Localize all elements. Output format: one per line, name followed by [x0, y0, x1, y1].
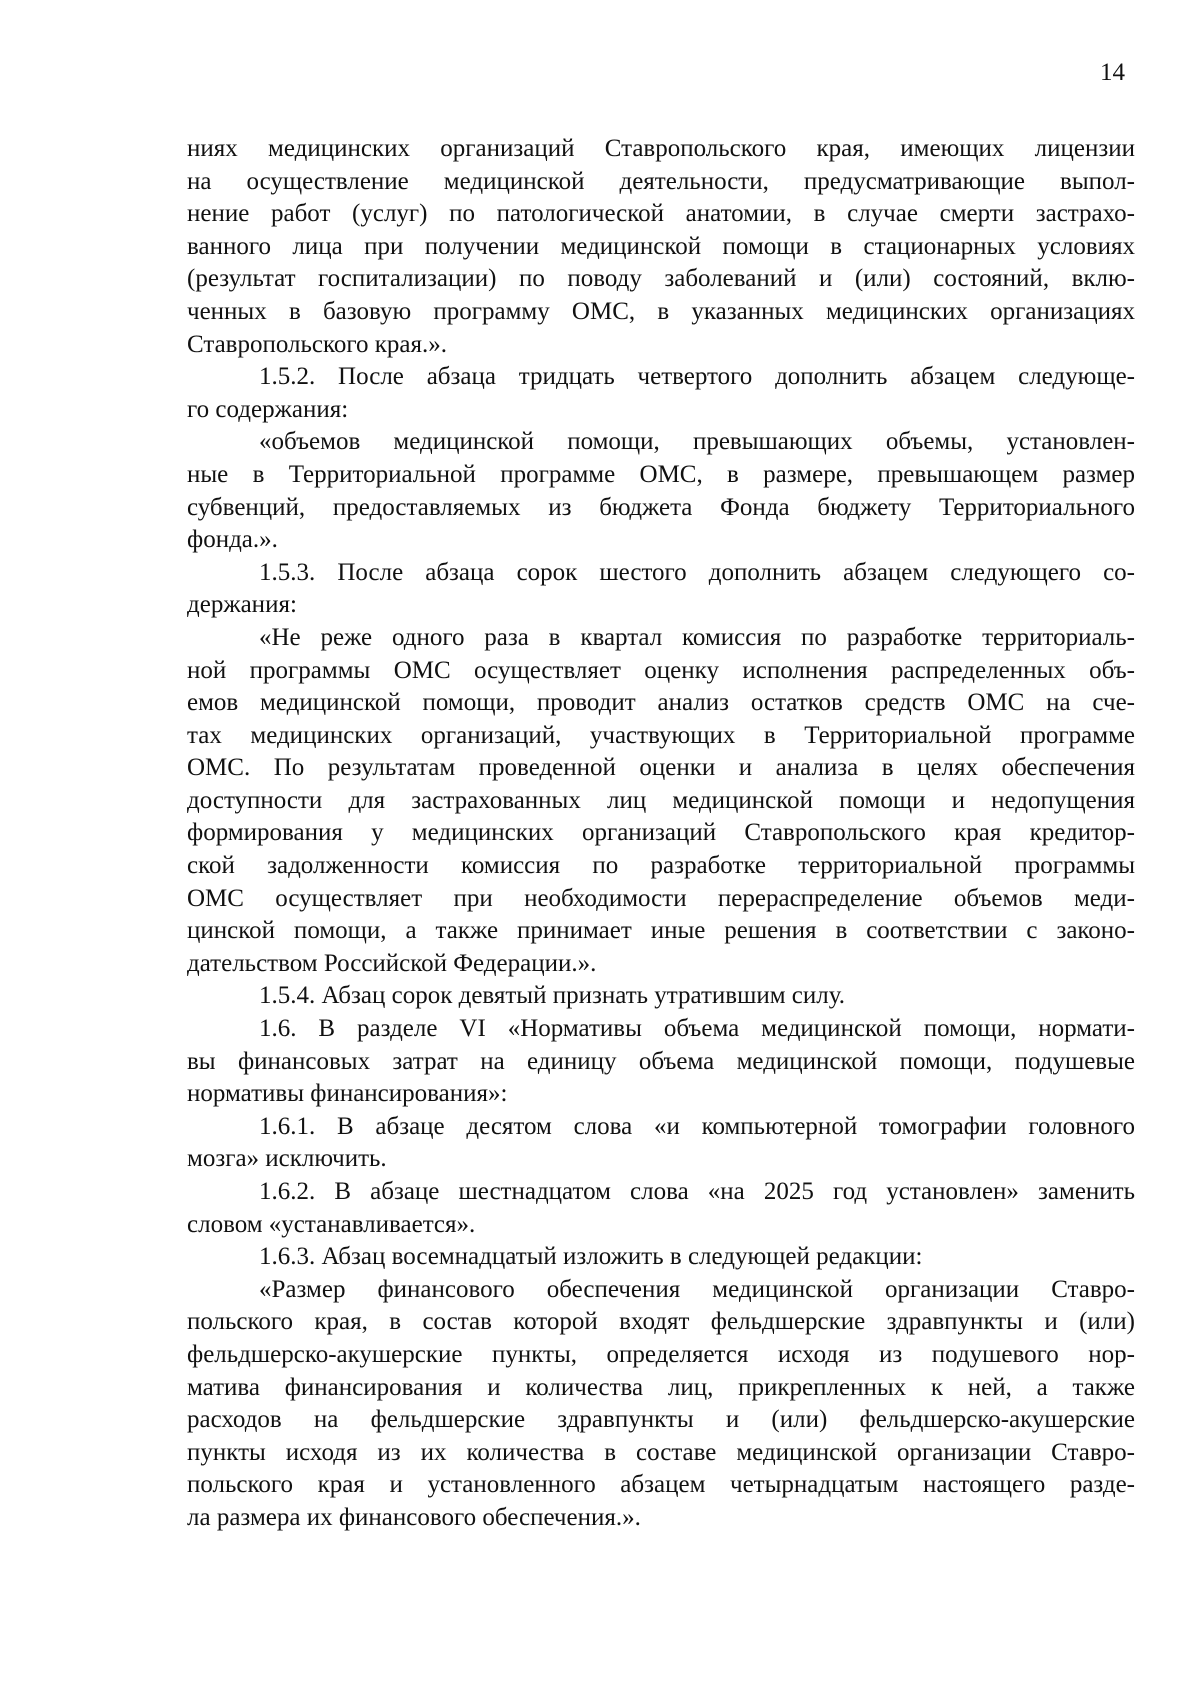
- text-line: ченных в базовую программу ОМС, в указанных медицинских организациях: [187, 297, 1135, 325]
- text-line: нормативы финансирования»:: [187, 1080, 508, 1108]
- text-line: 1.6.2. В абзаце шестнадцатом слова «на 2025 год установлен» заменить: [259, 1178, 1135, 1205]
- text-line: фонда.».: [187, 526, 278, 554]
- text-line: польского края, в состав которой входят фельдшерские здравпункты и (или): [187, 1308, 1135, 1336]
- text-line: словом «устанавливается».: [187, 1210, 476, 1238]
- text-line: Ставропольского края.».: [187, 330, 447, 358]
- text-line: цинской помощи, а также принимает иные решения в соответствии с законо-: [187, 917, 1135, 945]
- text-line: (результат госпитализации) по поводу заболеваний и (или) состояний, вклю-: [187, 265, 1135, 293]
- text-line: «объемов медицинской помощи, превышающих объемы, установлен-: [259, 428, 1135, 456]
- text-line: мозга» исключить.: [187, 1145, 387, 1173]
- text-line: емов медицинской помощи, проводит анализ остатков средств ОМС на сче-: [187, 689, 1135, 717]
- text-line: нение работ (услуг) по патологической анатомии, в случае смерти застрахо-: [187, 200, 1135, 228]
- document-body: [187, 133, 1135, 1535]
- text-line: 1.6.1. В абзаце десятом слова «и компьютерной томографии головного: [259, 1112, 1135, 1140]
- text-line: фельдшерско-акушерские пункты, определяется исходя из подушевого нор-: [187, 1340, 1135, 1368]
- text-line: ской задолженности комиссия по разработке территориальной программы: [187, 852, 1135, 880]
- text-line: расходов на фельдшерские здравпункты и (или) фельдшерско-акушерские: [187, 1406, 1135, 1434]
- text-line: матива финансирования и количества лиц, прикрепленных к ней, а также: [187, 1373, 1135, 1401]
- text-line: пункты исходя из их количества в составе медицинской организации Ставро-: [187, 1438, 1135, 1466]
- text-line: ванного лица при получении медицинской помощи в стационарных условиях: [187, 232, 1135, 260]
- page-number: 14: [1100, 59, 1125, 86]
- text-line: 1.6. В разделе VI «Нормативы объема медицинской помощи, нормати-: [259, 1015, 1135, 1043]
- text-line: 1.5.2. После абзаца тридцать четвертого дополнить абзацем следующе-: [259, 363, 1135, 391]
- text-line: го содержания:: [187, 395, 349, 423]
- text-line: польского края и установленного абзацем четырнадцатым настоящего разде-: [187, 1471, 1135, 1499]
- text-line: ОМС осуществляет при необходимости перераспределение объемов меди-: [187, 884, 1135, 912]
- text-line: на осуществление медицинской деятельности, предусматривающие выпол-: [187, 167, 1135, 195]
- text-line: 1.6.3. Абзац восемнадцатый изложить в следующей редакции:: [259, 1243, 923, 1271]
- text-line: 1.5.4. Абзац сорок девятый признать утратившим силу.: [259, 982, 845, 1010]
- text-line: «Размер финансового обеспечения медицинской организации Ставро-: [259, 1275, 1135, 1303]
- text-line: ниях медицинских организаций Ставропольского края, имеющих лицензии: [187, 135, 1135, 162]
- text-line: 1.5.3. После абзаца сорок шестого дополнить абзацем следующего со-: [259, 558, 1135, 586]
- text-line: доступности для застрахованных лиц медицинской помощи и недопущения: [187, 786, 1135, 814]
- text-line: ной программы ОМС осуществляет оценку исполнения распределенных объ-: [187, 656, 1135, 684]
- text-line: держания:: [187, 591, 297, 619]
- text-line: «Не реже одного раза в квартал комиссия по разработке территориаль-: [259, 623, 1135, 651]
- text-line: ОМС. По результатам проведенной оценки и анализа в целях обеспечения: [187, 754, 1135, 782]
- text-line: вы финансовых затрат на единицу объема медицинской помощи, подушевые: [187, 1047, 1135, 1075]
- text-line: ла размера их финансового обеспечения.».: [187, 1503, 641, 1531]
- text-line: субвенций, предоставляемых из бюджета Фонда бюджету Территориального: [187, 493, 1135, 521]
- text-line: ные в Территориальной программе ОМС, в размере, превышающем размер: [187, 460, 1135, 488]
- text-line: дательством Российской Федерации.».: [187, 949, 597, 977]
- text-line: формирования у медицинских организаций Ставропольского края кредитор-: [187, 819, 1135, 847]
- text-line: тах медицинских организаций, участвующих в Территориальной программе: [187, 721, 1135, 749]
